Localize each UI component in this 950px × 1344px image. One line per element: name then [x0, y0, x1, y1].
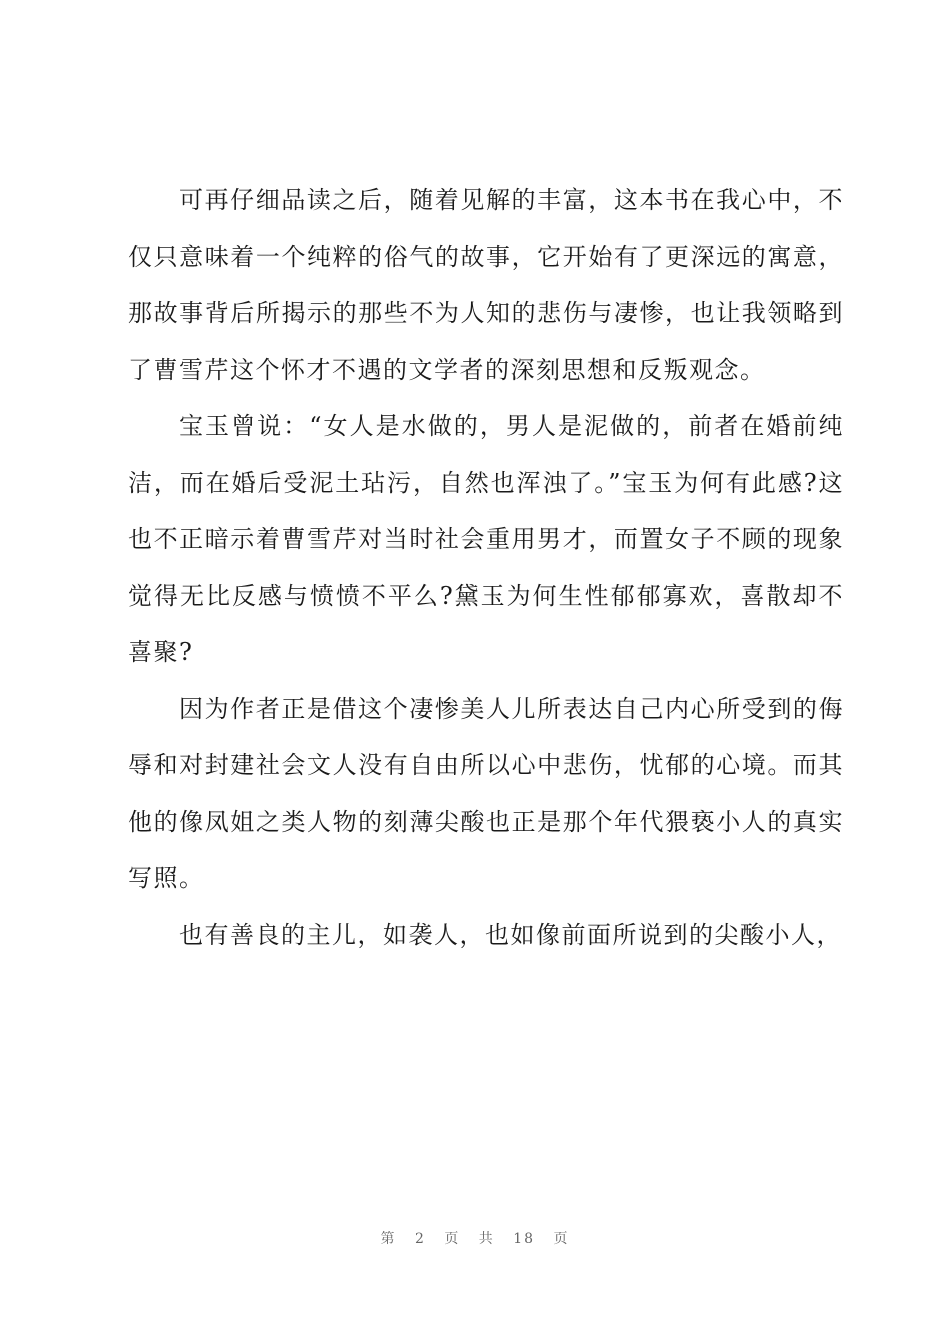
body-text: [128, 172, 844, 963]
paragraph-3: 因为作者正是借这个凄惨美人儿所表达自己内心所受到的侮辱和对封建社会文人没有自由所以心中悲伤，忧郁的心境。而其他的像凤姐之类人物的刻薄尖酸也正是那个年代猥亵小人的真实写照。: [128, 694, 844, 892]
footer-ye-2: 页: [553, 1231, 570, 1247]
footer-di: 第: [380, 1231, 397, 1247]
footer-page-current: 2: [414, 1231, 426, 1247]
paragraph-4: 也有善良的主儿，如袭人，也如像前面所说到的尖酸小人，: [179, 920, 842, 949]
footer-ye: 页: [444, 1231, 461, 1247]
page-footer: [0, 1228, 950, 1248]
paragraph-1: 可再仔细品读之后，随着见解的丰富，这本书在我心中，不仅只意味着一个纯粹的俗气的故事，它开始有了更深远的寓意，那故事背后所揭示的那些不为人知的悲伤与凄惨，也让我领略到了曹雪芹这个怀才不遇的文学者的深刻思想和反叛观念。: [128, 186, 844, 384]
footer-page-total: 18: [513, 1231, 536, 1247]
footer-gong: 共: [478, 1231, 495, 1247]
paragraph-2: 宝玉曾说：“女人是水做的，男人是泥做的，前者在婚前纯洁，而在婚后受泥土玷污，自然也浑浊了。”宝玉为何有此感?这也不正暗示着曹雪芹对当时社会重用男才，而置女子不顾的现象觉得无比反感与愤愤不平么?黛玉为何生性郁郁寡欢，喜散却不喜聚?: [128, 412, 844, 666]
